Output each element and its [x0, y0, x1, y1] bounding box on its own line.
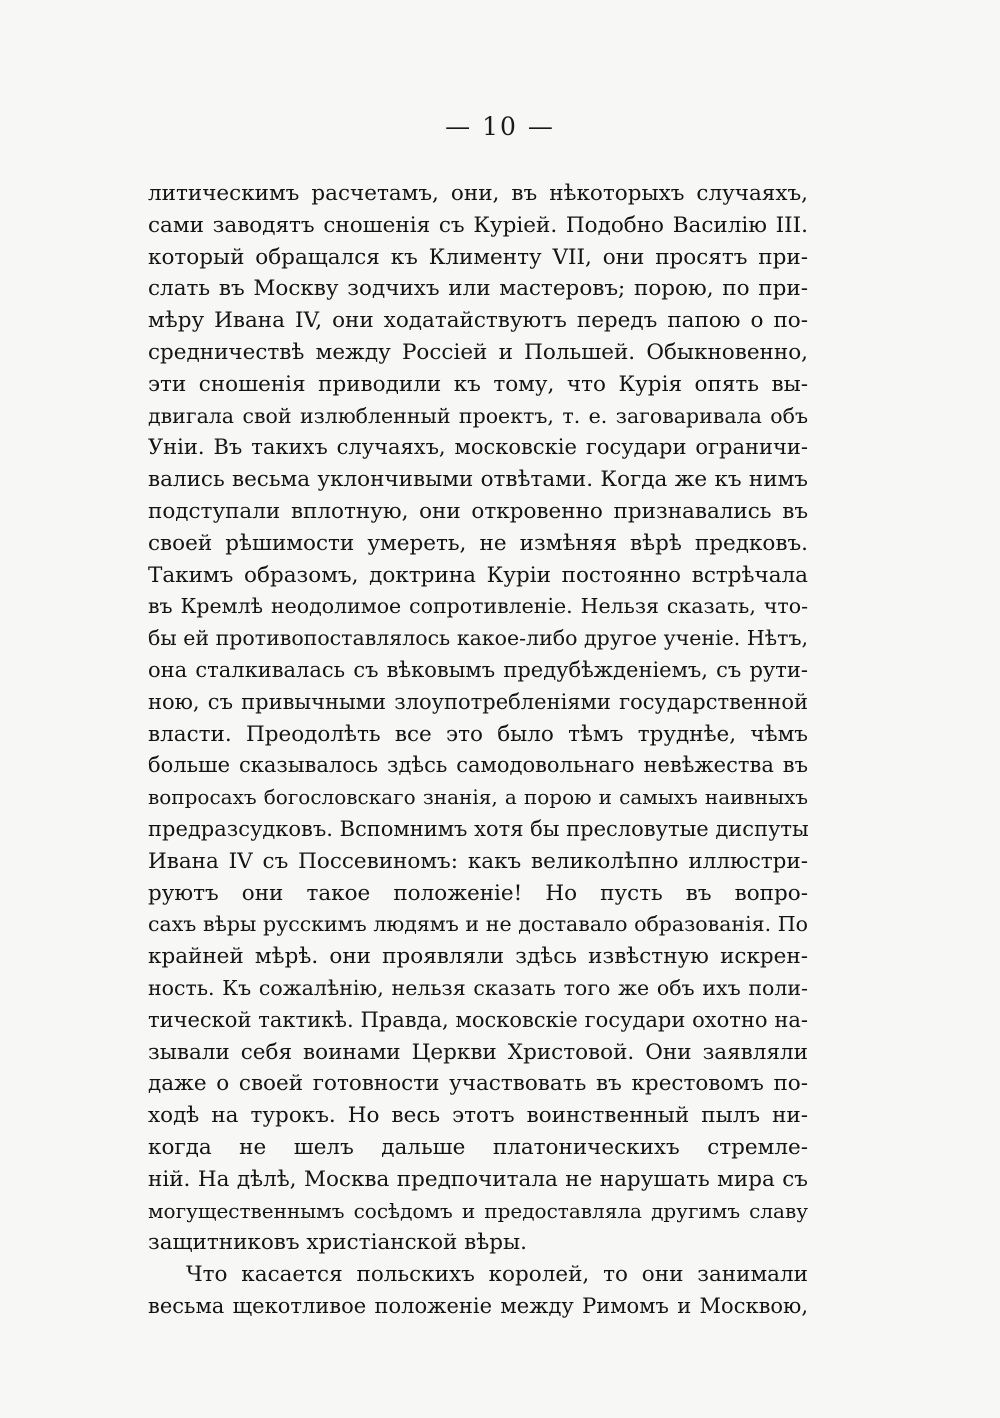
text-line: больше сказывалось здѣсь самодовольнаго невѣжества въ	[148, 753, 808, 778]
text-line: бы ей противопоставлялось какое-либо другое ученіе. Нѣтъ,	[148, 626, 808, 651]
text-line: весьма щекотливое положеніе между Римомъ и Москвою,	[148, 1293, 808, 1318]
paragraph-end-line: защитниковъ христіанской вѣры.	[148, 1230, 527, 1256]
text-line: ность. Къ сожалѣнію, нельзя сказать того же объ ихъ поли-	[148, 975, 808, 1000]
text-line: могущественнымъ сосѣдомъ и предоставляла другимъ славу	[148, 1198, 808, 1223]
text-line: своей рѣшимости умереть, не измѣняя вѣрѣ предковъ.	[148, 530, 808, 556]
text-line: крайней мѣрѣ. они проявляли здѣсь извѣстную искрен-	[148, 944, 808, 970]
text-line: Уніи. Въ такихъ случаяхъ, московскіе государи ограничи-	[148, 435, 808, 460]
text-line: въ Кремлѣ неодолимое сопротивленіе. Нельзя сказать, что-	[148, 594, 808, 619]
text-line: даже о своей готовности участвовать въ крестовомъ по-	[148, 1071, 808, 1097]
text-line: мѣру Ивана IV, они ходатайствуютъ передъ папою о по-	[148, 308, 808, 334]
text-line: вопросахъ богословскаго знанія, а порою и самыхъ наивныхъ	[148, 785, 808, 810]
text-line: она сталкивалась съ вѣковымъ предубѣжденіемъ, съ рути-	[148, 657, 808, 682]
text-line: литическимъ расчетамъ, они, въ нѣкоторыхъ случаяхъ,	[148, 181, 808, 206]
text-line: двигала свой излюбленный проектъ, т. е. заговаривала объ	[148, 403, 808, 428]
text-line: сами заводятъ сношенія съ Куріей. Подобно Василію III.	[148, 212, 808, 238]
text-line: сахъ вѣры русскимъ людямъ и не доставало образованія. По	[148, 912, 808, 937]
text-line: Такимъ образомъ, доктрина Куріи постоянно встрѣчала	[148, 562, 808, 588]
paragraph-start-line: Что касается польскихъ королей, то они занимали	[186, 1262, 808, 1288]
text-line: вались весьма уклончивыми отвѣтами. Когда же къ нимъ	[148, 467, 808, 493]
text-line: когда не шелъ дальше платоническихъ стремле-	[148, 1134, 808, 1160]
text-line: слать въ Москву зодчихъ или мастеровъ; порою, по при-	[148, 276, 808, 302]
text-line: подступали вплотную, они откровенно признавались въ	[148, 498, 808, 524]
body-text	[148, 178, 808, 1323]
text-line: зывали себя воинами Церкви Христовой. Они заявляли	[148, 1039, 808, 1065]
text-line: Ивана IV съ Поссевиномъ: какъ великолѣпно иллюстри-	[148, 848, 808, 874]
text-line: который обращался къ Клименту VII, они просятъ при-	[148, 244, 808, 270]
text-line: эти сношенія приводили къ тому, что Курія опять вы-	[148, 371, 808, 397]
text-line: руютъ они такое положеніе! Но пусть въ вопро-	[148, 880, 808, 906]
text-line: предразсудковъ. Вспомнимъ хотя бы пресловутые диспуты	[148, 816, 809, 841]
text-line: ною, съ привычными злоупотребленіями государственной	[148, 689, 808, 714]
text-line: тической тактикѣ. Правда, московскіе государи охотно на-	[148, 1007, 808, 1032]
text-line: власти. Преодолѣть все это было тѣмъ труднѣе, чѣмъ	[148, 721, 808, 747]
text-line: ній. На дѣлѣ, Москва предпочитала не нарушать мира съ	[148, 1166, 808, 1192]
page-number: — 10 —	[445, 112, 555, 141]
text-line: ходѣ на турокъ. Но весь этотъ воинственный пылъ ни-	[148, 1103, 808, 1129]
text-line: средничествѣ между Россіей и Польшей. Обыкновенно,	[148, 339, 808, 365]
